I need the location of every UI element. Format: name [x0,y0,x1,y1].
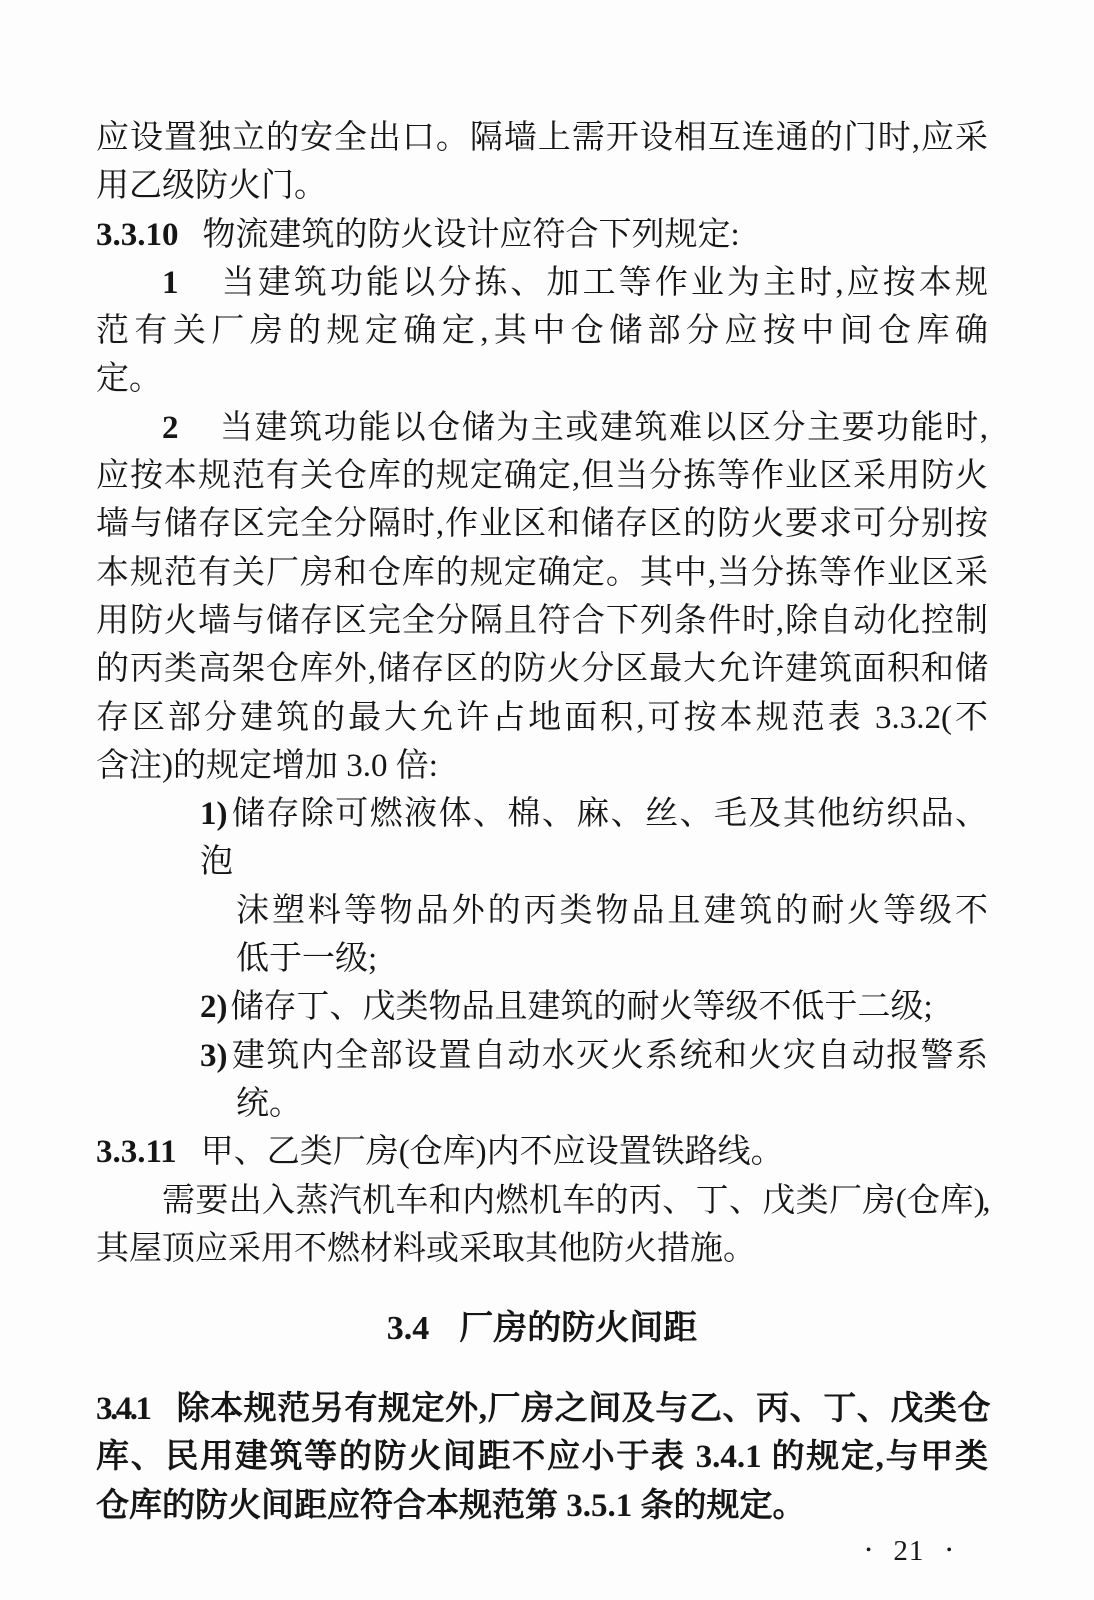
list-marker: 3) [200,1037,228,1074]
bullet-icon: • [946,1542,952,1560]
line-text: 沫塑料等物品外的丙类物品且建筑的耐火等级不 [236,892,988,929]
line-text: 需要出入蒸汽机车和内燃机车的丙、丁、戊类厂房(仓库), [162,1182,988,1219]
line-text: 储存丁、戊类物品且建筑的耐火等级不低于二级; [230,989,933,1026]
line-text: 范有关厂房的规定确定,其中仓储部分应按中间仓库确 [96,313,988,350]
text-line [96,597,988,645]
line-text: 物流建筑的防火设计应符合下列规定: [202,216,740,253]
line-text: 本规范有关厂房和仓库的规定确定。其中,当分拣等作业区采 [96,554,988,591]
line-text: 应按本规范有关仓库的规定确定,但当分拣等作业区采用防火 [96,458,988,495]
line-text: 除本规范另有规定外,厂房之间及与乙、丙、丁、戊类仓 [173,1391,988,1428]
line-text: 应设置独立的安全出口。隔墙上需开设相互连通的门时,应采 [96,120,988,156]
text-line [96,404,988,452]
text-line [96,1482,988,1530]
line-text: 定。 [96,361,162,398]
text-line [96,114,988,162]
text-line [96,742,988,790]
line-text: 甲、乙类厂房(仓库)内不应设置铁路线。 [200,1134,784,1171]
item-number: 2 [162,409,179,446]
text-line [96,1385,988,1433]
text-line [96,259,988,307]
section-heading [96,1305,988,1353]
text-line [96,307,988,355]
text-line [96,355,988,403]
page-number [96,1536,988,1566]
section-heading-title: 厂房的防火间距 [459,1310,698,1348]
clause-number: 3.3.10 [96,216,179,253]
text-line [96,500,988,548]
page-number-value: 21 [893,1535,925,1568]
list-marker: 2) [200,989,228,1026]
text-line [96,887,988,935]
line-text: 当建筑功能以仓储为主或建筑难以区分主要功能时, [218,409,988,446]
text-line [96,694,988,742]
text-line [96,645,988,693]
line-text: 的丙类高架仓库外,储存区的防火分区最大允许建筑面积和储 [96,651,988,688]
line-text: 其屋顶应采用不燃材料或采取其他防火措施。 [96,1230,756,1267]
line-text: 存区部分建筑的最大允许占地面积,可按本规范表 3.3.2(不 [96,699,988,736]
text-line [96,790,988,887]
bullet-icon: • [865,1542,872,1560]
text-line [96,162,988,210]
text-line [96,1080,988,1128]
text-line [96,1177,988,1225]
item-number: 1 [162,264,179,301]
list-marker: 1) [200,796,228,833]
line-text: 仓库的防火间距应符合本规范第 3.5.1 条的规定。 [96,1487,806,1524]
line-text: 当建筑功能以分拣、加工等作业为主时,应按本规 [218,264,988,301]
section-heading-number: 3.4 [386,1310,430,1348]
line-text: 含注)的规定增加 3.0 倍: [96,747,438,784]
line-text: 墙与储存区完全分隔时,作业区和储存区的防火要求可分别按 [96,506,988,543]
text-line [96,211,988,259]
line-text: 统。 [236,1085,302,1122]
line-text: 储存除可燃液体、棉、麻、丝、毛及其他纺织品、泡 [200,796,988,881]
text-line [96,1032,988,1080]
text-line [96,1433,988,1481]
text-line [96,983,988,1031]
line-text: 建筑内全部设置自动水灭火系统和火灾自动报警系 [230,1037,988,1074]
text-line [96,452,988,500]
text-line [96,1225,988,1273]
line-text: 用防火墙与储存区完全分隔且符合下列条件时,除自动化控制 [96,602,988,639]
text-line [96,935,988,983]
line-text: 低于一级; [236,941,378,978]
line-text: 用乙级防火门。 [96,168,327,205]
text-line [96,549,988,597]
clause-number: 3.4.1 [96,1391,150,1428]
text-line [96,1128,988,1176]
line-text: 库、民用建筑等的防火间距不应小于表 3.4.1 的规定,与甲类 [96,1439,988,1476]
clause-number: 3.3.11 [96,1134,177,1171]
